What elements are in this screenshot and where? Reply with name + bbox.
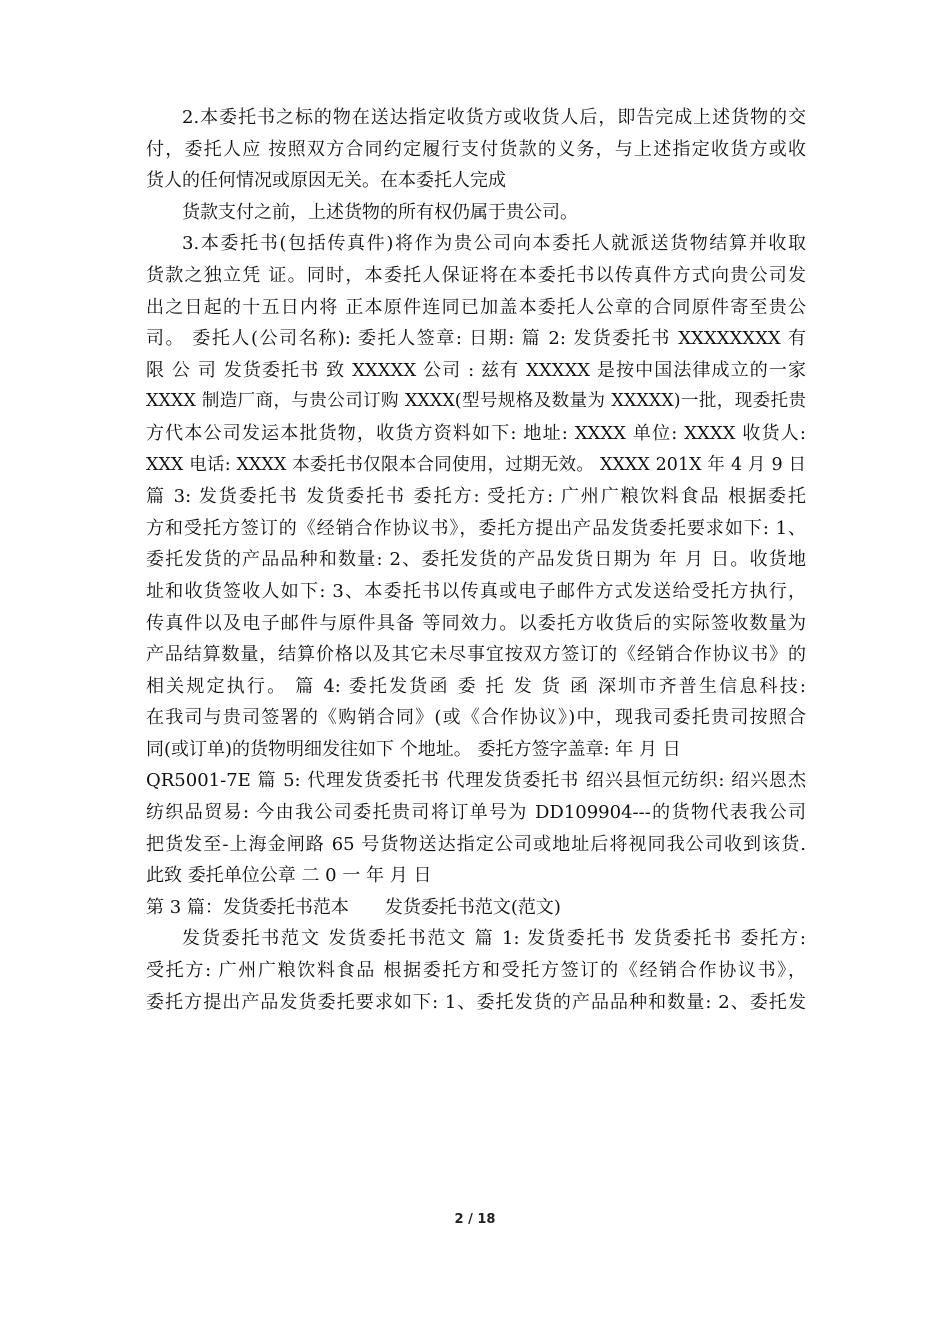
text-line: 3.本委托书(包括传真件)将作为贵公司向本委托人就派送货物结算并收取 (182, 233, 806, 255)
text-line: 相关规定执行。 篇 4: 委托发货函 委 托 发 货 函 深圳市齐普生信息科技: (146, 675, 806, 697)
text-line: 付，委托人应 按照双方合同约定履行支付货款的义务，与上述指定收货方或收 (146, 138, 806, 160)
text-line: 发货委托书范文 发货委托书范文 篇 1: 发货委托书 发货委托书 委托方: (182, 928, 806, 950)
text-line: 限 公 司 发货委托书 致 XXXXX 公司 : 兹有 XXXXX 是按中国法律成立的一家 (146, 359, 806, 381)
text-line: 货人的任何情况或原因无关。在本委托人完成 (146, 170, 506, 192)
text-line: 出之日起的十五日内将 正本原件连同已加盖本委托人公章的合同原件寄至贵公 (146, 296, 806, 318)
text-line: QR5001-7E 篇 5: 代理发货委托书 代理发货委托书 绍兴县恒元纺织: 绍兴恩杰 (146, 770, 806, 792)
text-line: XXXX 制造厂商，与贵公司订购 XXXX(型号规格及数量为 XXXXX)一批，现委托贵 (146, 391, 806, 412)
text-line: 货款之独立凭 证。同时，本委托人保证将在本委托书以传真件方式向贵公司发 (146, 264, 806, 286)
text-line: 纺织品贸易: 今由我公司委托贵司将订单号为 DD109904---的货物代表我公司 (146, 802, 806, 824)
text-line: 方和受托方签订的《经销合作协议书》，委托方提出产品发货委托要求如下: 1、 (146, 517, 806, 539)
text-line: 此致 委托单位公章 二 0 一 年 月 日 (146, 865, 432, 887)
page-number: 2 / 18 (454, 1212, 496, 1227)
text-line: 篇 3: 发货委托书 发货委托书 委托方: 受托方: 广州广粮饮料食品 根据委托 (146, 486, 806, 508)
text-line: 受托方: 广州广粮饮料食品 根据委托方和受托方签订的《经销合作协议书》， (146, 960, 806, 982)
text-line: XXX 电话: XXXX 本委托书仅限本合同使用，过期无效。 XXXX 201X 年 4 月 9 日 (146, 454, 806, 475)
text-line: 产品结算数量，结算价格以及其它未尽事宜按双方签订的《经销合作协议书》的 (146, 644, 806, 666)
text-line: 方代本公司发运本批货物，收货方资料如下: 地址: XXXX 单位: XXXX 收货人: (146, 422, 806, 444)
text-line: 货款支付之前，上述货物的所有权仍属于贵公司。 (182, 201, 578, 223)
text-line: 把货发至-上海金闸路 65 号货物送达指定公司或地址后将视同我公司收到该货. (146, 833, 806, 855)
text-line: 在我司与贵司签署的《购销合同》(或《合作协议》)中，现我司委托贵司按照合 (146, 707, 806, 729)
text-line: 司。 委托人(公司名称): 委托人签章: 日期: 篇 2: 发货委托书 XXXXXXXX 有 (146, 328, 806, 350)
text-line: 2.本委托书之标的物在送达指定收货方或收货人后，即告完成上述货物的交 (182, 107, 806, 128)
text-line: 委托方提出产品发货委托要求如下: 1、委托发货的产品品种和数量: 2、委托发 (146, 991, 806, 1013)
text-line: 同(或订单)的货物明细发往如下 个地址。 委托方签字盖章: 年 月 日 (146, 738, 681, 760)
text-line: 第 3 篇：发货委托书范本 发货委托书范文(范文) (146, 896, 561, 918)
text-line: 委托发货的产品品种和数量: 2、委托发货的产品发货日期为 年 月 日。收货地 (146, 549, 806, 571)
document-body (146, 102, 806, 1018)
text-line: 址和收货签收人如下: 3、本委托书以传真或电子邮件方式发送给受托方执行， (146, 580, 806, 602)
text-line: 传真件以及电子邮件与原件具备 等同效力。以委托方收货后的实际签收数量为 (146, 612, 806, 634)
